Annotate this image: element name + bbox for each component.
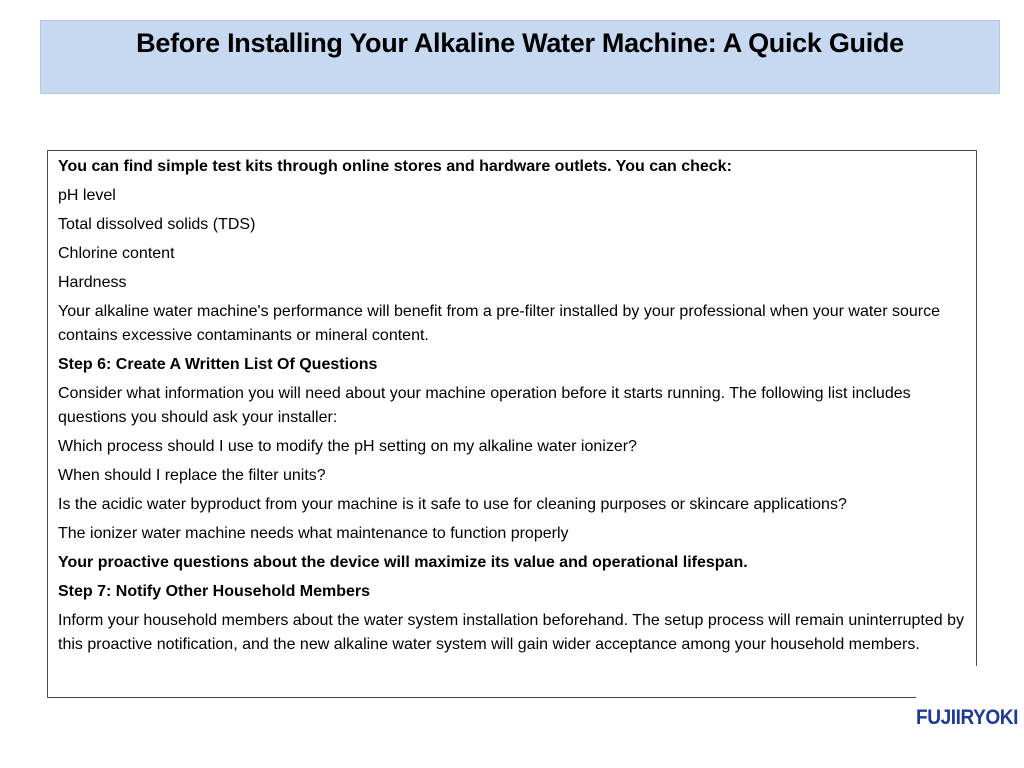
list-item-tds: Total dissolved solids (TDS) (58, 216, 256, 233)
paragraph-prefilter: Your alkaline water machine's performance will benefit from a pre-filter installed by your professional when your water source contains excessive contaminants or mineral content. (58, 303, 940, 344)
content-box (47, 150, 977, 698)
svg-text:FUJIIRYOKI: FUJIIRYOKI (916, 706, 1018, 729)
list-item-ph-level: pH level (58, 187, 116, 204)
question-ph-setting: Which process should I use to modify the pH setting on my alkaline water ionizer? (58, 438, 637, 455)
fujiiryoki-logo (912, 700, 1022, 730)
page-title: Before Installing Your Alkaline Water Machine: A Quick Guide (136, 28, 904, 58)
heading-step-6: Step 6: Create A Written List Of Questions (58, 356, 378, 373)
paragraph-intro: You can find simple test kits through online stores and hardware outlets. You can check: (58, 158, 732, 175)
paragraph-step-7: Inform your household members about the water system installation beforehand. The setup process will remain uninterrupted by this proactive notification, and the new alkaline water system will gain wider acceptance among your household members. (58, 612, 964, 653)
question-filter-replace: When should I replace the filter units? (58, 467, 326, 484)
list-item-chlorine: Chlorine content (58, 245, 175, 262)
question-maintenance: The ionizer water machine needs what maintenance to function properly (58, 525, 569, 542)
heading-step-7: Step 7: Notify Other Household Members (58, 583, 371, 600)
paragraph-step-6-intro: Consider what information you will need about your machine operation before it starts running. The following list includes questions you should ask your installer: (58, 385, 911, 426)
list-item-hardness: Hardness (58, 274, 127, 291)
question-acidic-water: Is the acidic water byproduct from your machine is it safe to use for cleaning purposes or skincare applications? (58, 496, 847, 513)
title-banner (40, 20, 1000, 94)
paragraph-proactive-questions: Your proactive questions about the device will maximize its value and operational lifespan. (58, 554, 748, 571)
